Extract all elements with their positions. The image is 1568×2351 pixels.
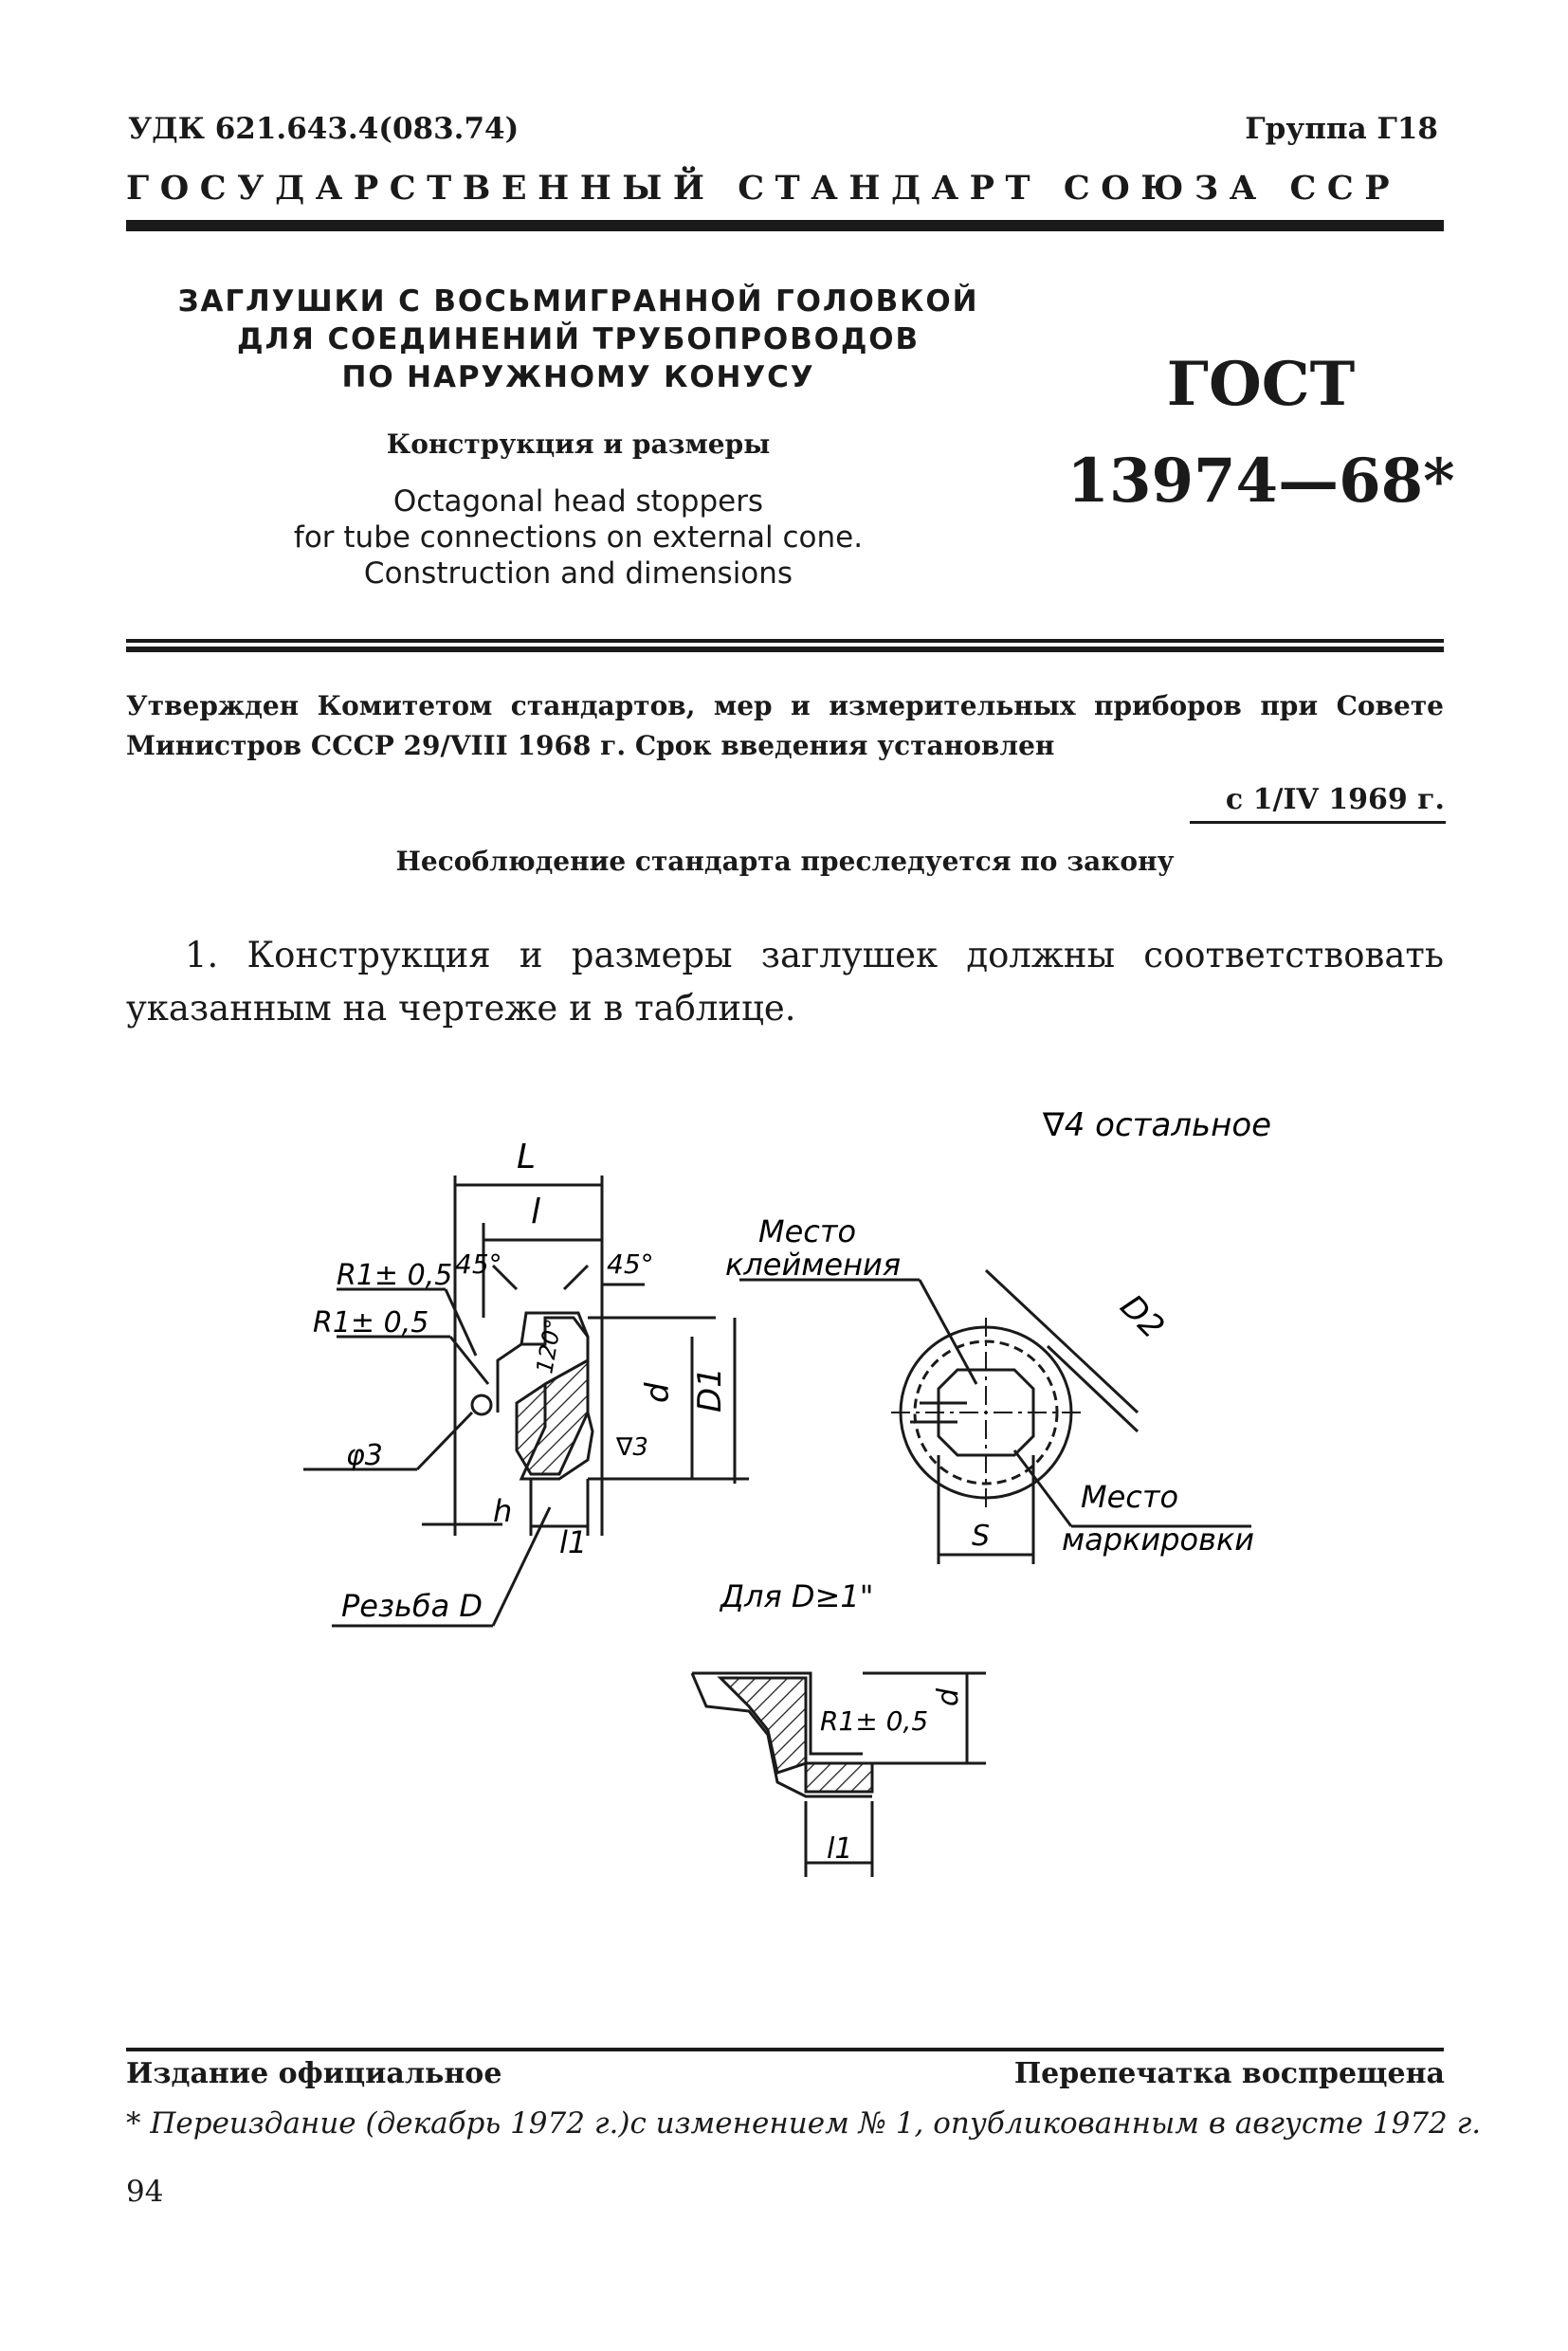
label-for-D: Для D≥1" — [720, 1578, 874, 1614]
title-line-3: ПО НАРУЖНОМУ КОНУСУ — [341, 360, 815, 394]
edition-official: Издание официальное — [126, 2057, 502, 2090]
label-roughness-3: ∇3 — [616, 1433, 648, 1462]
label-radius-mid: R1± 0,5 — [313, 1306, 429, 1340]
title-en-line-1: Octagonal head stoppers — [392, 484, 764, 519]
label-S: S — [972, 1520, 991, 1553]
state-standard-banner: ГОСУДАРСТВЕННЫЙ СТАНДАРТ СОЮЗА ССР — [126, 169, 1401, 208]
label-stamp-place-1: Место — [758, 1213, 857, 1249]
label-D2: D2 — [1112, 1287, 1172, 1347]
subtitle-russian: Конструкция и размеры — [386, 428, 771, 460]
footer-divider — [126, 2048, 1444, 2051]
label-marking-place-1: Место — [1081, 1479, 1179, 1515]
label-h: h — [493, 1493, 513, 1529]
title-en-line-3: Construction and dimensions — [363, 556, 793, 591]
gost-number: 13974—68* — [1067, 446, 1455, 517]
label-stamp-place-2: клеймения — [725, 1247, 902, 1283]
reprint-forbidden: Перепечатка воспрещена — [1013, 2057, 1445, 2090]
label-l: l — [531, 1193, 541, 1231]
side-view — [303, 1176, 749, 1626]
label-marking-place-2: маркировки — [1062, 1522, 1255, 1558]
roughness-note: ∇4 остальное — [1043, 1106, 1272, 1144]
label-radius-top: R1± 0,5 — [337, 1259, 453, 1292]
label-angle-left: 45° — [455, 1248, 502, 1280]
approval-text: Утвержден Комитетом стандартов, мер и измерительных приборов при Совете Министров СССР 29/VIII 1968 г. Срок введения установлен — [126, 690, 1444, 761]
title-line-1: ЗАГЛУШКИ С ВОСЬМИГРАННОЙ ГОЛОВКОЙ — [177, 284, 979, 319]
label-detail-radius: R1± 0,5 — [820, 1705, 929, 1737]
effective-date-underline — [1190, 821, 1446, 824]
label-phi3: φ3 — [346, 1439, 383, 1472]
header-divider — [126, 220, 1444, 231]
title-divider-top — [126, 639, 1444, 643]
gost-label: ГОСТ — [1166, 349, 1356, 420]
label-l1: l1 — [559, 1524, 588, 1560]
udk-code: УДК 621.643.4(083.74) — [128, 112, 520, 146]
label-detail-l1: l1 — [827, 1832, 853, 1866]
reissue-note: * Переиздание (декабрь 1972 г.)с изменением № 1, опубликованным в августе 1972 г. — [126, 2106, 1482, 2141]
title-divider-bottom — [126, 647, 1444, 652]
title-russian — [142, 282, 1014, 396]
label-thread: Резьба D — [341, 1588, 483, 1624]
page-number: 94 — [126, 2175, 164, 2209]
title-en-line-2: for tube connections on external cone. — [293, 520, 864, 555]
label-angle-right: 45° — [607, 1248, 654, 1280]
label-detail-d: d — [932, 1687, 965, 1706]
law-notice: Несоблюдение стандарта преследуется по закону — [395, 846, 1175, 877]
label-d: d — [639, 1382, 677, 1403]
group-code: Группа Г18 — [1245, 112, 1438, 146]
label-D1: D1 — [691, 1367, 729, 1412]
title-english — [142, 483, 1014, 592]
label-angle-120: 120° — [531, 1317, 567, 1376]
effective-date: с 1/IV 1969 г. — [1225, 783, 1445, 816]
title-line-2: ДЛЯ СОЕДИНЕНИЙ ТРУБОПРОВОДОВ — [236, 322, 921, 356]
label-L: L — [517, 1138, 537, 1176]
front-view — [739, 1270, 1251, 1564]
technical-drawing — [303, 1100, 1346, 1905]
paragraph-1: 1. Конструкция и размеры заглушек должны соответствовать указанным на чертеже и в таблице. — [126, 935, 1444, 1029]
